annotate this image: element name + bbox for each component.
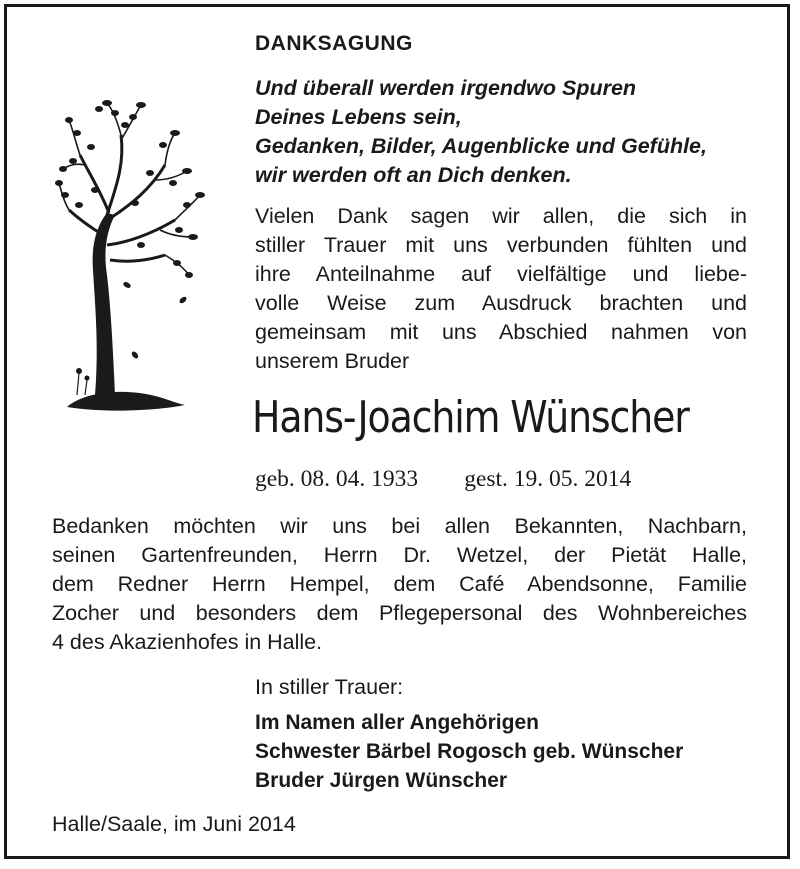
acknowledgement-paragraph	[52, 512, 747, 657]
verse-line: wir werden oft an Dich denken.	[255, 163, 572, 187]
acknowledgement-line: dem Redner Herrn Hempel, dem Café Abendsonne, Familie	[52, 572, 747, 596]
signatory-line: Bruder Jürgen Wünscher	[255, 769, 508, 792]
acknowledgement-line: Zocher und besonders dem Pflegepersonal des Wohnbereiches	[52, 601, 747, 625]
signatory-line: Schwester Bärbel Rogosch geb. Wünscher	[255, 740, 684, 763]
life-dates	[255, 466, 631, 493]
verse-line: Deines Lebens sein,	[255, 105, 462, 129]
verse-line: Gedanken, Bilder, Augenblicke und Gefühle,	[255, 134, 707, 158]
thanks-line: unserem Bruder	[255, 349, 410, 373]
thanks-line: volle Weise zum Ausdruck brachten und	[255, 291, 747, 315]
mourning-label: In stiller Trauer:	[255, 675, 404, 699]
acknowledgement-line: 4 des Akazienhofes in Halle.	[52, 630, 323, 654]
thanks-line: Vielen Dank sagen wir allen, die sich in	[255, 204, 747, 228]
thanks-paragraph	[255, 202, 747, 376]
signatories	[255, 708, 683, 795]
tree-with-falling-leaves-icon	[55, 95, 210, 425]
place-date: Halle/Saale, im Juni 2014	[52, 812, 296, 836]
notice-heading: DANKSAGUNG	[255, 32, 413, 55]
signatory-line: Im Namen aller Angehörigen	[255, 711, 539, 734]
acknowledgement-line: seinen Gartenfreunden, Herrn Dr. Wetzel, der Pietät Halle,	[52, 543, 747, 567]
death-date: gest. 19. 05. 2014	[464, 466, 632, 492]
memorial-verse	[255, 74, 707, 190]
thanks-line: gemeinsam mit uns Abschied nahmen von	[255, 320, 747, 344]
verse-line: Und überall werden irgendwo Spuren	[255, 76, 637, 100]
thanks-line: stiller Trauer mit uns verbunden fühlten und	[255, 233, 747, 257]
deceased-name: Hans-Joachim Wünscher	[252, 392, 689, 443]
thanks-line: ihre Anteilnahme auf vielfältige und liebe-	[255, 262, 747, 286]
birth-date: geb. 08. 04. 1933	[255, 466, 419, 492]
acknowledgement-line: Bedanken möchten wir uns bei allen Bekannten, Nachbarn,	[52, 514, 747, 538]
